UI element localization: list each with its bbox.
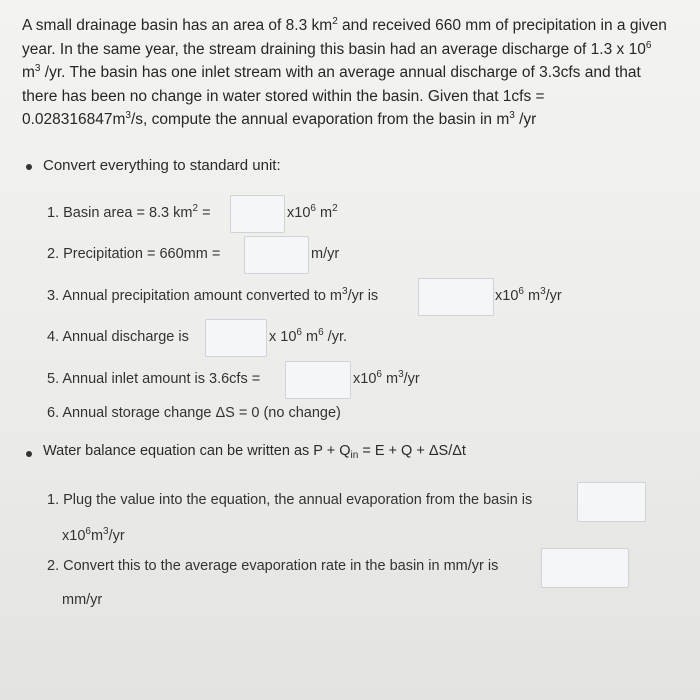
unit-annual-inlet: $x10^6$ $m^3/yr$ [353, 369, 420, 387]
item-storage-change: 6. Annual storage change ΔS = 0 (no change) [47, 405, 341, 421]
section-water-balance-heading: Water balance equation can be written as $P + Q_{in} = E + Q + \Delta S/\Delta t$ [43, 443, 466, 461]
item-annual-discharge: 4. Annual discharge is [47, 329, 189, 345]
item-basin-area: 1. Basin area = 8.3 $km^2$ = [47, 203, 211, 221]
answer-input-basin-area[interactable] [230, 195, 285, 233]
answer-input-annual-inlet[interactable] [285, 361, 351, 399]
item-annual-inlet: 5. Annual inlet amount is 3.6cfs = [47, 371, 261, 387]
answer-input-evaporation-rate[interactable] [541, 548, 629, 588]
unit-basin-area: $x10^6$ $m^2$ [287, 203, 338, 221]
unit-precipitation: m/yr [311, 246, 340, 262]
item-annual-precipitation: 3. Annual precipitation amount converted to $m^3/yr$ is [47, 286, 379, 304]
answer-input-evaporation[interactable] [577, 482, 646, 522]
unit-annual-precipitation: $x10^6$ $m^3/yr$ [495, 286, 562, 304]
answer-input-annual-discharge[interactable] [205, 319, 267, 357]
bullet-icon [26, 164, 32, 170]
item-precipitation: 2. Precipitation = 660mm = [47, 246, 221, 262]
unit-evaporation-rate: mm/yr [62, 592, 103, 608]
answer-input-annual-precipitation[interactable] [418, 278, 494, 316]
answer-input-precipitation[interactable] [244, 236, 309, 274]
section-convert-heading: Convert everything to standard unit: [43, 157, 281, 174]
unit-annual-discharge: x $10^6$ $m^6$ /yr. [269, 327, 348, 345]
bullet-icon [26, 451, 32, 457]
step-plug-values: 1. Plug the value into the equation, the annual evaporation from the basin is [47, 492, 533, 508]
problem-statement: A small drainage basin has an area of 8.3 $km^2$ and received 660 mm of precipitation in a given year. In the same year, the stream draining this basin had an average discharge of 1.3 x $10^6$ $m^3$ /yr. The basin has one inlet stream with an average annual discharge of 3.3cfs and that there has been no change in water stored within the basin. Given that $1cfs = 0.028316847m^3/s$, compute the annual evaporation from the basin in $m^3$ /yr [22, 16, 667, 128]
unit-evaporation: $x10^6m^3/yr$ [62, 526, 125, 544]
step-convert-rate: 2. Convert this to the average evaporation rate in the basin in mm/yr is [47, 558, 499, 574]
